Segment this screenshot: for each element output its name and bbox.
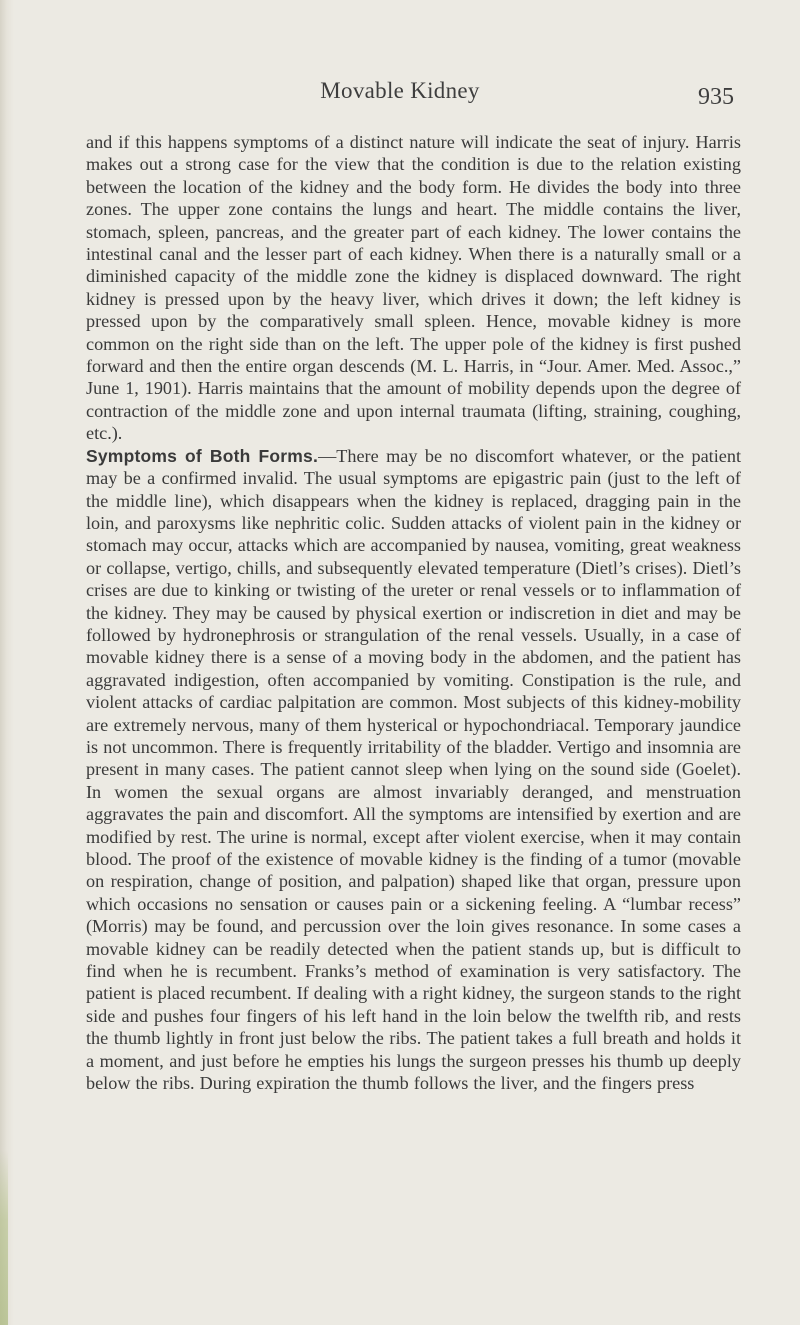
body-text <box>86 131 741 1094</box>
page-header <box>0 78 800 118</box>
page-number: 935 <box>698 84 734 110</box>
page-gutter-shadow <box>0 0 14 1325</box>
page-edge-discoloration <box>0 1150 8 1325</box>
paragraph-1: and if this happens symptoms of a distinct nature will indicate the seat of injury. Harris makes out a strong case for the view that the condition is due to the relation existing between the location of the kidney and the body form. He divides the body into three zones. The upper zone contains the lungs and heart. The middle contains the liver, stomach, spleen, pancreas, and the greater part of each kidney. The lower contains the intestinal canal and the lesser part of each kidney. When there is a naturally small or a diminished capacity of the middle zone the kidney is displaced downward. The right kidney is pressed upon by the heavy liver, which drives it down; the left kidney is pressed upon by the comparatively small spleen. Hence, movable kidney is more common on the right side than on the left. The upper pole of the kidney is first pushed forward and then the entire organ descends (M. L. Harris, in “Jour. Amer. Med. Assoc.,” June 1, 1901). Harris maintains that the amount of mobility depends upon the degree of contraction of the middle zone and upon internal traumata (lifting, straining, coughing, etc.). <box>86 132 741 444</box>
running-title: Movable Kidney <box>320 78 480 103</box>
paragraph-2 <box>86 445 741 1095</box>
paragraph-2-text: —There may be no discomfort whatever, or the patient may be a confirmed invalid. The usual symptoms are epigastric pain (just to the left of the middle line), which disappears when the kidney is replaced, dragging pain in the loin, and paroxysms like nephritic colic. Sudden attacks of violent pain in the kidney or stomach may occur, attacks which are accompanied by nausea, vomiting, great weakness or collapse, vertigo, chills, and subsequently elevated temperature (Dietl’s crises). Dietl’s crises are due to kinking or twisting of the ureter or renal vessels or to inflammation of the kidney. They may be caused by physical exertion or indiscretion in diet and may be followed by hydronephrosis or strangulation of the renal vessels. Usually, in a case of movable kidney there is a sense of a moving body in the abdomen, and the patient has aggravated indigestion, often accompanied by vomiting. Constipation is the rule, and violent attacks of cardiac palpitation are common. Most subjects of this kidney-mobility are extremely nervous, many of them hysterical or hypochondriacal. Temporary jaundice is not uncommon. There is frequently irritability of the bladder. Vertigo and insomnia are present in many cases. The patient cannot sleep when lying on the sound side (Goelet). In women the sexual organs are almost invariably deranged, and menstruation aggravates the pain and discomfort. All the symptoms are intensified by exertion and are modified by rest. The urine is normal, except after violent exercise, when it may contain blood. The proof of the existence of movable kidney is the finding of a tumor (movable on respiration, change of position, and palpation) shaped like that organ, pressure upon which occasions no sensation or causes pain or a sickening feeling. A “lumbar recess” (Morris) may be found, and percussion over the loin gives resonance. In some cases a movable kidney can be readily detected when the patient stands up, but is difficult to find when he is recumbent. Franks’s method of examination is very satisfactory. The patient is placed recumbent. If dealing with a right kidney, the surgeon stands to the right side and pushes four fingers of his left hand in the loin below the twelfth rib, and rests the thumb lightly in front just below the ribs. The patient takes a full breath and holds it a moment, and just before he empties his lungs the surgeon presses his thumb up deeply below the ribs. During expiration the thumb follows the liver, and the fingers press <box>86 445 742 1094</box>
section-heading: Symptoms of Both Forms. <box>86 445 319 466</box>
